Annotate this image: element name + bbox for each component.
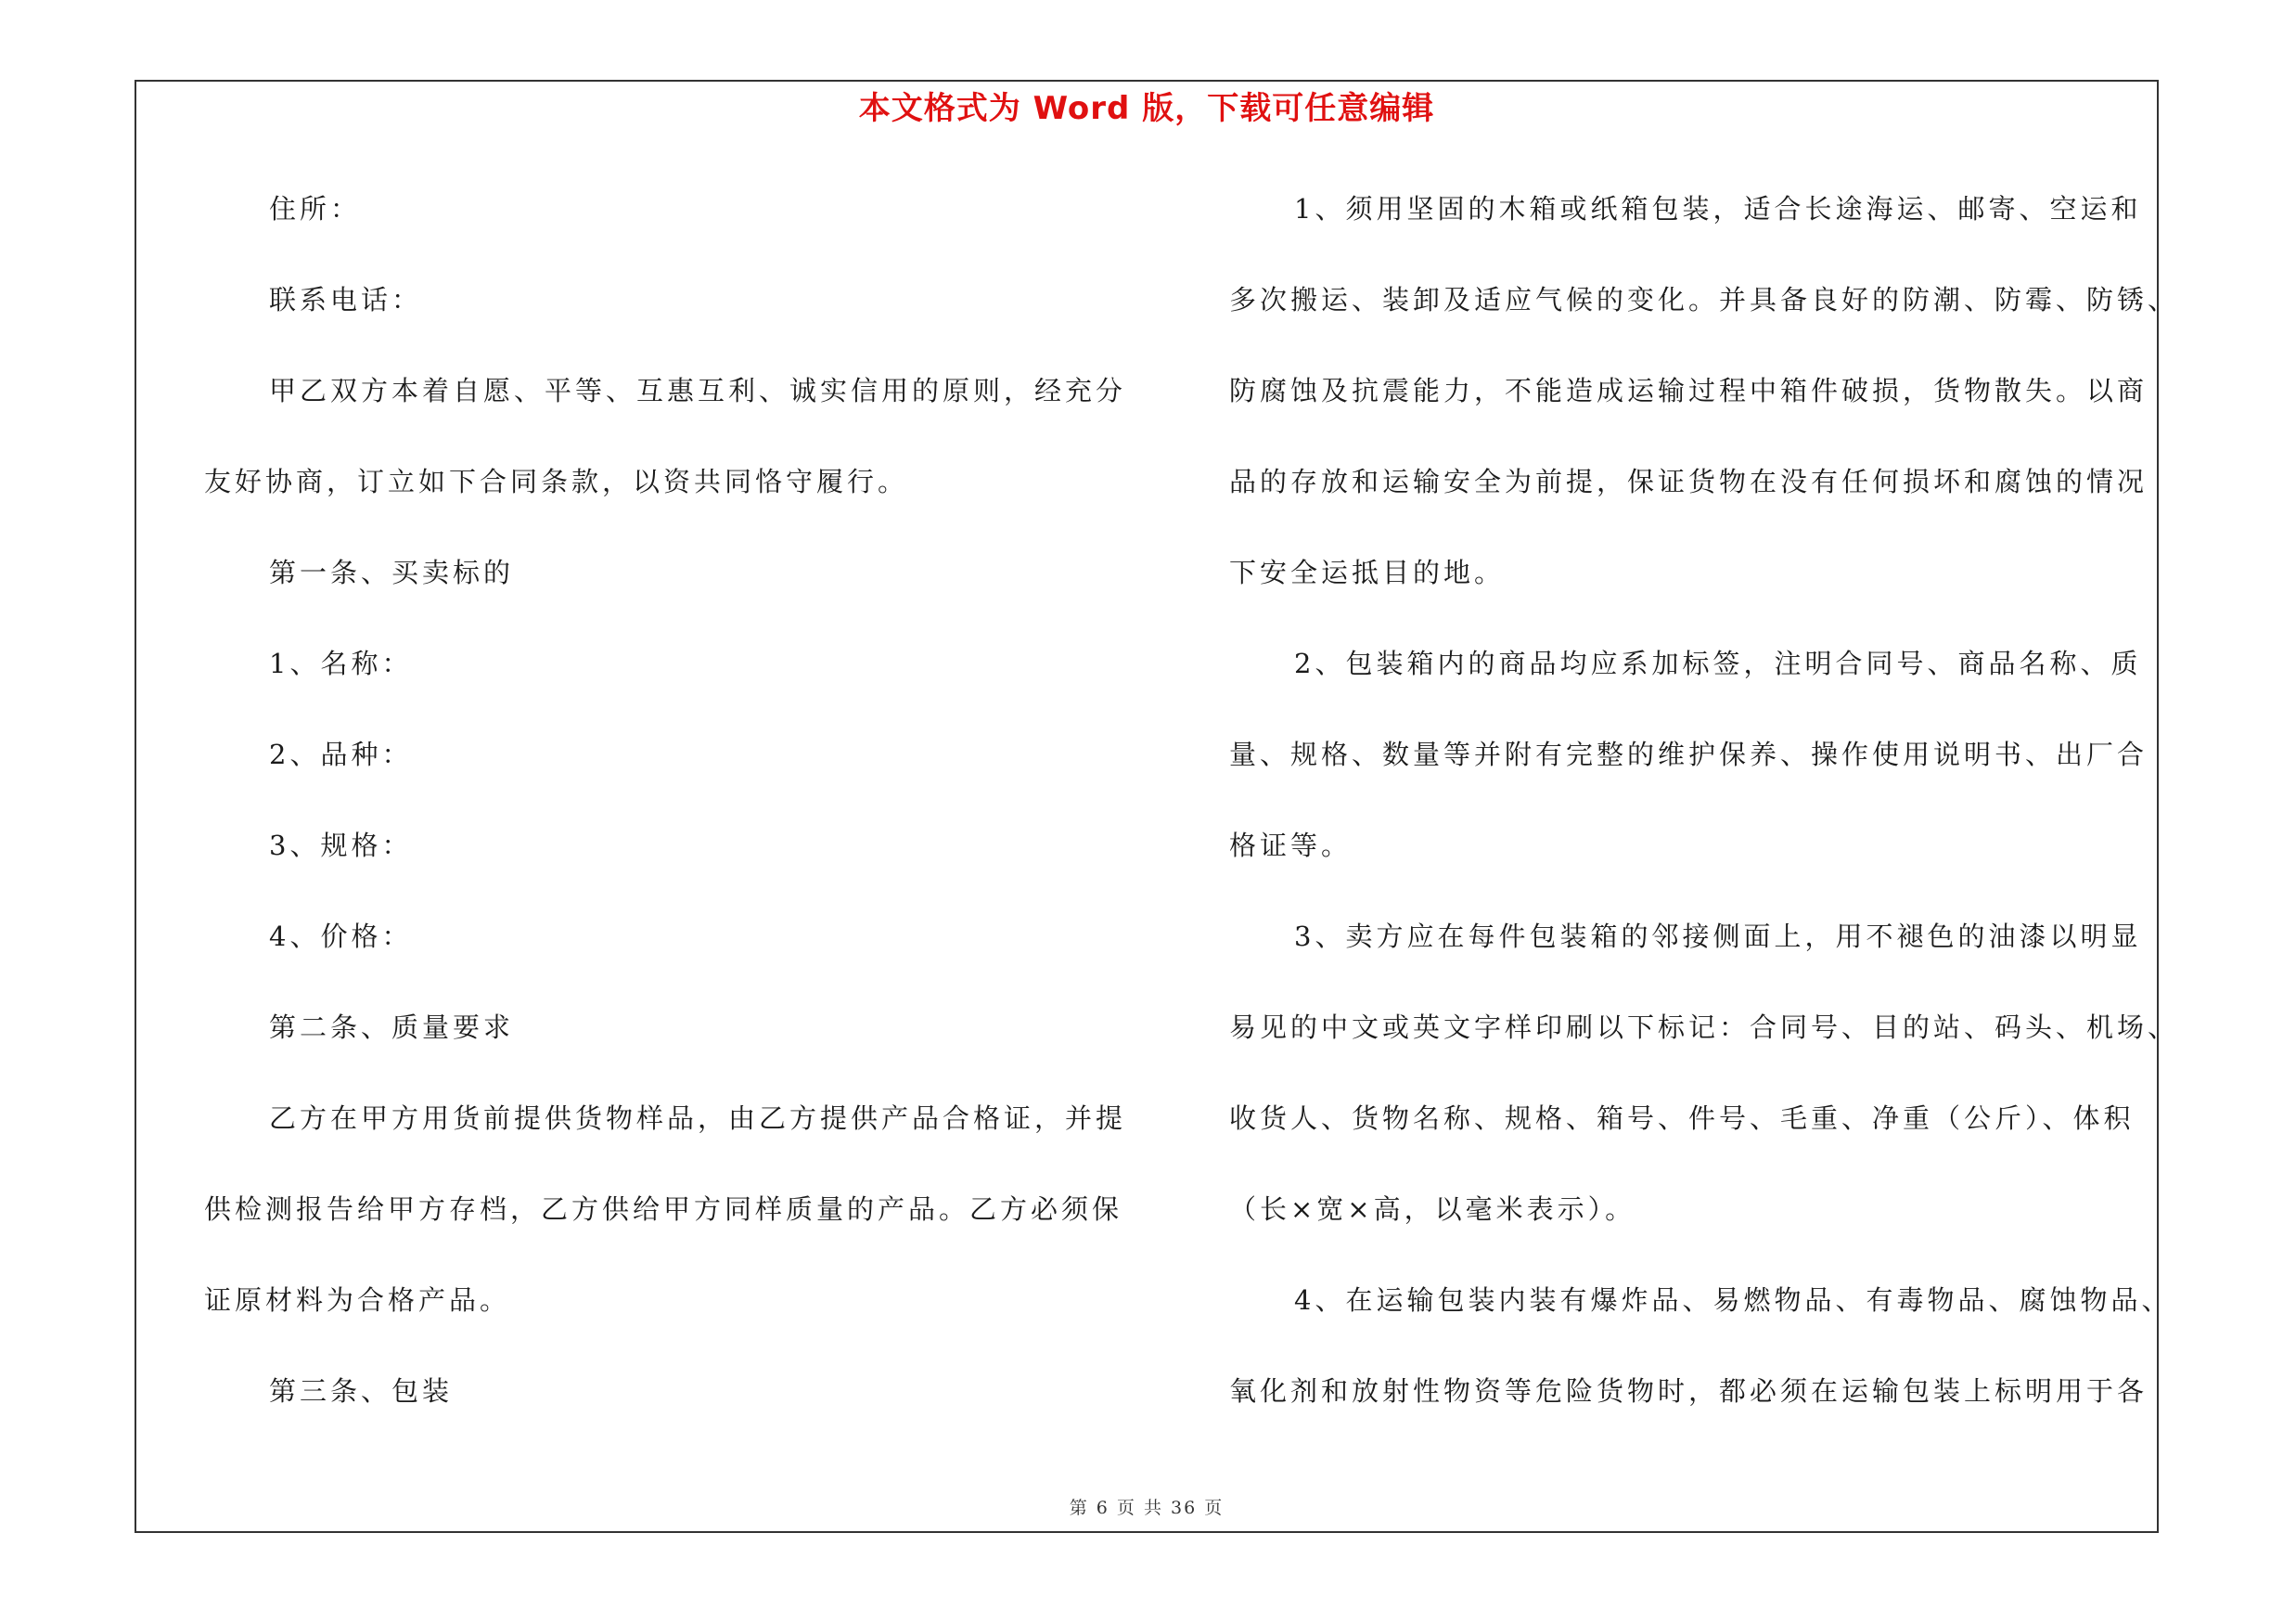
right-column [1229,186,2179,1459]
left-column [204,186,1132,1459]
text-line: 2、包装箱内的商品均应系加标签，注明合同号、商品名称、质 [1294,648,2142,679]
page-number-footer: 第 6 页 共 36 页 [1069,1498,1225,1518]
text-line: 下安全运抵目的地。 [1229,557,1506,588]
text-line: 1、须用坚固的木箱或纸箱包装，适合长途海运、邮寄、空运和 [1294,193,2142,225]
text-line: 收货人、货物名称、规格、箱号、件号、毛重、净重（公斤）、体积 [1229,1102,2135,1134]
text-line: 第二条、质量要求 [269,1011,515,1043]
text-line: （长×宽×高，以毫米表示）。 [1229,1193,1636,1225]
text-line: 友好协商，订立如下合同条款，以资共同恪守履行。 [204,466,909,497]
text-line: 多次搬运、装卸及适应气候的变化。并具备良好的防潮、防霉、防锈、 [1229,284,2179,316]
text-line: 证原材料为合格产品。 [204,1284,511,1316]
text-line: 4、在运输包装内装有爆炸品、易燃物品、有毒物品、腐蚀物品、 [1294,1284,2173,1316]
text-line: 甲乙双方本着自愿、平等、互惠互利、诚实信用的原则，经充分 [269,375,1127,406]
text-line: 第一条、买卖标的 [269,557,515,588]
text-line: 氧化剂和放射性物资等危险货物时，都必须在运输包装上标明用于各 [1229,1375,2148,1407]
text-line: 品的存放和运输安全为前提，保证货物在没有任何损坏和腐蚀的情况 [1229,466,2148,497]
text-line: 4、价格： [269,921,413,952]
text-line: 3、卖方应在每件包装箱的邻接侧面上，用不褪色的油漆以明显 [1294,921,2142,952]
text-line: 2、品种： [269,739,413,770]
text-line: 1、名称： [269,648,413,679]
text-line: 防腐蚀及抗震能力，不能造成运输过程中箱件破损，货物散失。以商 [1229,375,2148,406]
text-line: 乙方在甲方用货前提供货物样品，由乙方提供产品合格证，并提 [269,1102,1127,1134]
text-line: 供检测报告给甲方存档，乙方供给甲方同样质量的产品。乙方必须保 [204,1193,1123,1225]
text-line: 量、规格、数量等并附有完整的维护保养、操作使用说明书、出厂合 [1229,739,2148,770]
text-line: 3、规格： [269,830,413,861]
text-line: 联系电话： [269,284,423,316]
header-banner: 本文格式为 Word 版，下载可任意编辑 [858,90,1435,127]
text-line: 易见的中文或英文字样印刷以下标记：合同号、目的站、码头、机场、 [1229,1011,2179,1043]
text-line: 格证等。 [1229,830,1353,861]
text-line: 住所： [269,193,362,225]
text-line: 第三条、包装 [269,1375,454,1407]
